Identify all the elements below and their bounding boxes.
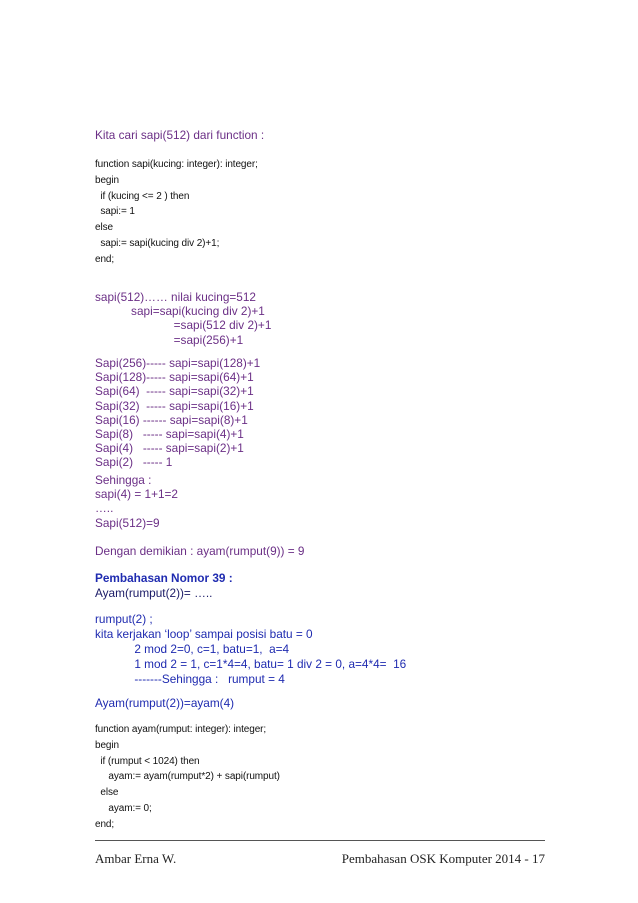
trace-line: =sapi(256)+1 [95, 332, 244, 347]
loop-line: 1 mod 2 = 1, c=1*4=4, batu= 1 div 2 = 0, a=4*4= 16 [95, 657, 407, 671]
code-line: end; [95, 818, 115, 830]
code-line: if (rumput < 1024) then [95, 755, 200, 767]
question-text: Ayam(rumput(2))= ….. [95, 586, 213, 600]
trace-line: Sapi(32) ----- sapi=sapi(16)+1 [95, 398, 254, 413]
code-line: ayam:= 0; [95, 802, 152, 814]
code-line: function ayam(rumput: integer): integer; [95, 724, 267, 735]
trace-line: Sapi(4) ----- sapi=sapi(2)+1 [95, 441, 244, 456]
loop-line: -------Sehingga : rumput = 4 [95, 672, 285, 686]
footer-divider [95, 840, 545, 841]
code-line: sapi:= 1 [95, 206, 135, 218]
result-line: Sapi(512)=9 [95, 515, 160, 530]
intro-text: Kita cari sapi(512) dari function : [95, 128, 265, 142]
code-block-ayam [95, 722, 280, 833]
loop-block [95, 612, 406, 687]
trace-line: =sapi(512 div 2)+1 [95, 318, 272, 333]
trace-line: sapi=sapi(kucing div 2)+1 [95, 304, 265, 319]
trace-line: Sapi(128)----- sapi=sapi(64)+1 [95, 370, 254, 385]
code-block-sapi [95, 157, 258, 268]
trace-block-2 [95, 356, 260, 470]
code-line: sapi:= sapi(kucing div 2)+1; [95, 237, 220, 249]
code-line: begin [95, 174, 119, 186]
code-line: begin [95, 739, 119, 751]
code-line: ayam:= ayam(rumput*2) + sapi(rumput) [95, 771, 280, 783]
trace-line: Sapi(16) ------ sapi=sapi(8)+1 [95, 412, 248, 427]
result-block [95, 473, 178, 530]
code-line: end; [95, 253, 115, 265]
loop-line: rumput(2) ; [95, 612, 153, 626]
result-line: Sehingga : [95, 473, 152, 487]
section-title: Pembahasan Nomor 39 : [95, 571, 233, 585]
result-line: ….. [95, 501, 114, 516]
ayam-result-text: Ayam(rumput(2))=ayam(4) [95, 696, 235, 710]
footer-author: Ambar Erna W. [95, 851, 177, 866]
result-line: sapi(4) = 1+1=2 [95, 487, 178, 502]
conclusion-text: Dengan demikian : ayam(rumput(9)) = 9 [95, 544, 305, 558]
trace-line: Sapi(2) ----- 1 [95, 455, 173, 470]
trace-line: Sapi(256)----- sapi=sapi(128)+1 [95, 356, 261, 370]
trace-line: Sapi(8) ----- sapi=sapi(4)+1 [95, 427, 244, 442]
code-line: function sapi(kucing: integer): integer; [95, 159, 258, 170]
loop-line: kita kerjakan ‘loop’ sampai posisi batu = 0 [95, 627, 313, 641]
code-line: else [95, 787, 119, 799]
trace-block-1 [95, 290, 271, 347]
trace-line: Sapi(64) ----- sapi=sapi(32)+1 [95, 384, 254, 399]
trace-line: sapi(512)…… nilai kucing=512 [95, 290, 256, 304]
code-line: else [95, 222, 113, 234]
footer-page-title: Pembahasan OSK Komputer 2014 - 17 [341, 851, 545, 866]
loop-line: 2 mod 2=0, c=1, batu=1, a=4 [95, 642, 290, 656]
code-line: if (kucing <= 2 ) then [95, 190, 190, 202]
